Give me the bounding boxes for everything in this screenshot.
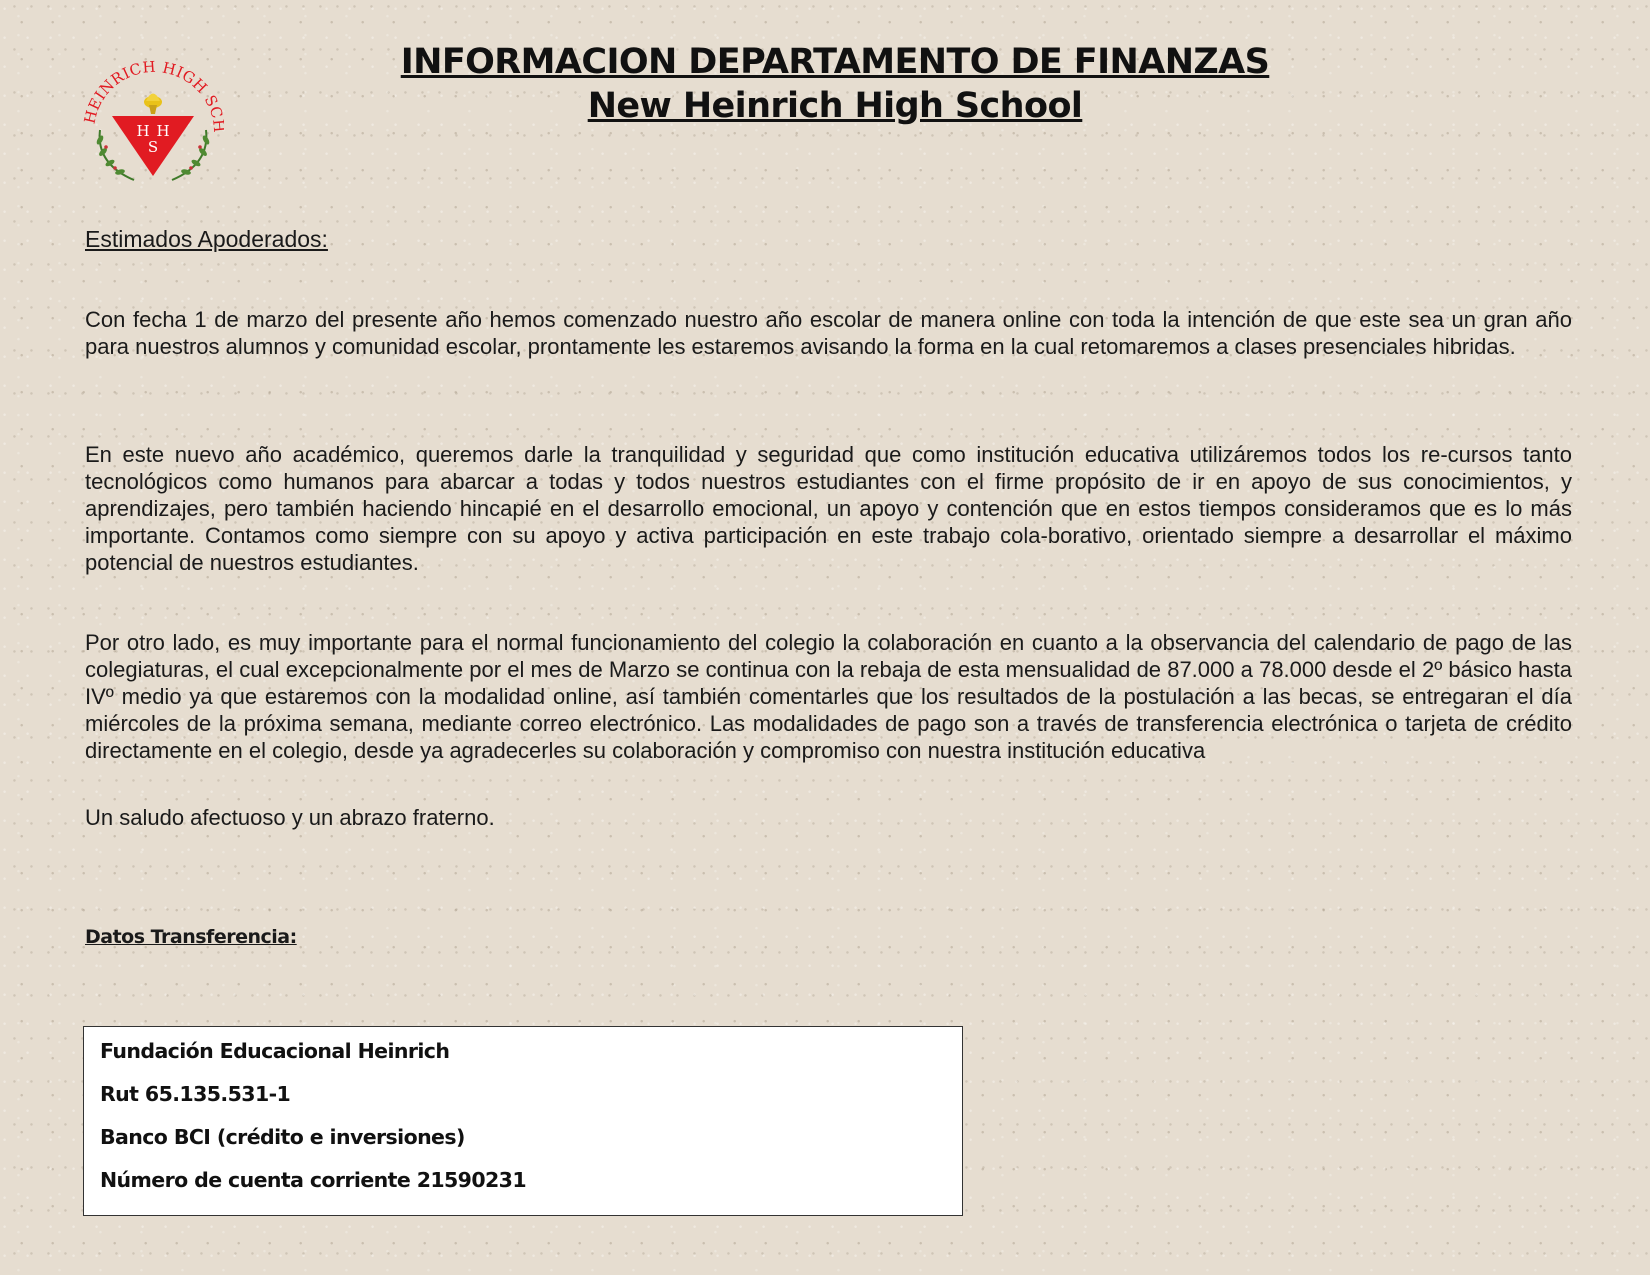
torch-icon: [144, 94, 162, 115]
document-title: INFORMACION DEPARTAMENTO DE FINANZAS: [400, 42, 1270, 82]
emblem-letter: S: [147, 138, 159, 156]
bank-rut: Rut 65.135.531-1: [100, 1082, 291, 1106]
letter-greeting: Estimados Apoderados:: [85, 226, 328, 252]
letter-paragraph: Con fecha 1 de marzo del presente año hemos comenzado nuestro año escolar de manera online con toda la intención de que este sea un gran año para nuestros alumnos y comunidad escolar, prontamente les estaremos avisando la forma en la cual retomaremos a clases presenciales hibridas.: [85, 307, 1572, 359]
emblem-letter: H: [136, 122, 150, 140]
letter-closing: Un saludo afectuoso y un abrazo fraterno.: [85, 805, 495, 830]
bank-name: Banco BCI (crédito e inversiones): [100, 1125, 465, 1149]
document-header: [300, 40, 1370, 128]
bank-account-holder: Fundación Educacional Heinrich: [100, 1039, 450, 1063]
emblem-letter: H: [156, 122, 170, 140]
letter-paragraph: Por otro lado, es muy importante para el normal funcionamiento del colegio la colaboración en cuanto a la observancia del calendario de pago de las colegiaturas, el cual excepcionalmente por el mes de Marzo se continua con la rebaja de esta mensualidad de 87.000 a 78.000 desde el 2º básico hasta IVº medio ya que estaremos con la modalidad online, así también comentarles que los resultados de la postulación a las becas, se entregaran el día miércoles de la próxima semana, mediante correo electrónico. Las modalidades de pago son a través de transferencia electrónica o tarjeta de crédito directamente en el colegio, desde ya agradecerles su colaboración y compromiso con nuestra institución educativa: [85, 630, 1572, 763]
bank-account-number: Número de cuenta corriente 21590231: [100, 1168, 527, 1192]
letter-paragraph: En este nuevo año académico, queremos darle la tranquilidad y seguridad que como institución educativa utilizáremos todos los re-cursos tanto tecnológicos como humanos para abarcar a todas y todos nuestros estudiantes con el firme propósito de ir en apoyo de sus conocimientos, y aprendizajes, pero también haciendo hincapié en el desarrollo emocional, un apoyo y contención que en estos tiempos consideramos que es lo más importante. Contamos como siempre con su apoyo y activa participación en este trabajo cola-borativo, orientado siempre a desarrollar el máximo potencial de nuestros estudiantes.: [85, 442, 1572, 575]
bank-details-box: [83, 1026, 963, 1216]
school-crest-icon: [82, 52, 224, 198]
document-subtitle: New Heinrich High School: [587, 86, 1083, 126]
logo-ring-text: HEINRICH HIGH S: [82, 57, 222, 126]
school-logo: [82, 52, 224, 198]
transfer-heading: Datos Transferencia:: [85, 926, 297, 948]
